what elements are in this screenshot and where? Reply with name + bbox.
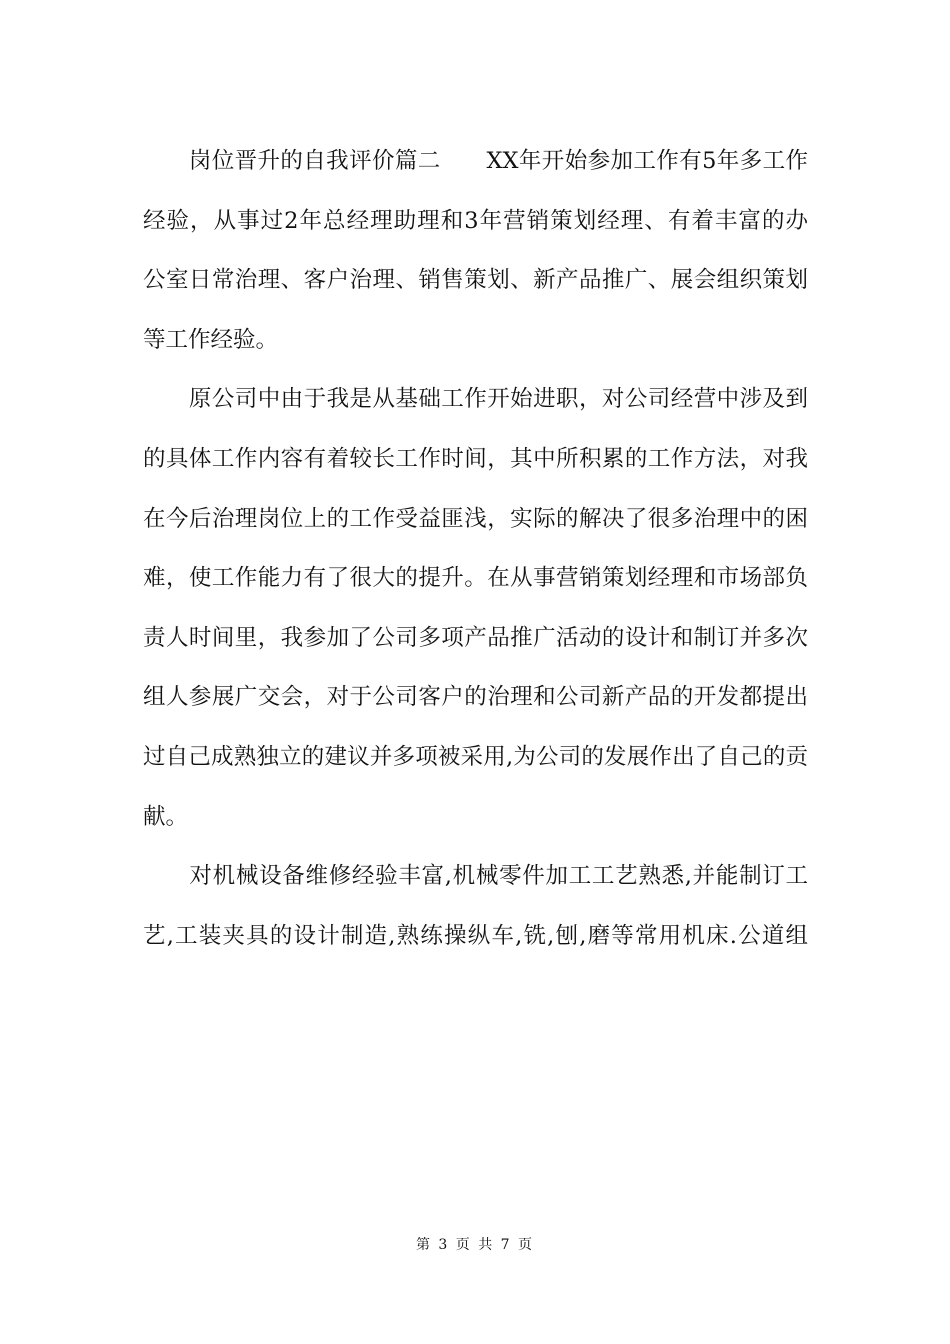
text-line: 艺,工装夹具的设计制造,熟练操纵车,铣,刨,磨等常用机床.公道组: [143, 922, 808, 949]
text-line: 的具体工作内容有着较长工作时间，其中所积累的工作方法，对我: [143, 445, 808, 472]
text-line: 公室日常治理、客户治理、销售策划、新产品推广、展会组织策划: [143, 267, 808, 294]
text-line: 经验，从事过2年总经理助理和3年营销策划经理、有着丰富的办: [143, 207, 808, 234]
text-line: 原公司中由于我是从基础工作开始进职，对公司经营中涉及到: [143, 386, 808, 413]
page-footer: 第 3 页 共 7 页: [415, 1237, 535, 1253]
text-line: 难，使工作能力有了很大的提升。在从事营销策划经理和市场部负: [143, 565, 808, 592]
text-line: 岗位晋升的自我评价篇二 XX年开始参加工作有5年多工作: [143, 148, 808, 174]
text-line: 在今后治理岗位上的工作受益匪浅，实际的解决了很多治理中的困: [143, 505, 808, 532]
text-line: 过自己成熟独立的建议并多项被采用,为公司的发展作出了自己的贡: [143, 743, 808, 770]
text-line: 对机械设备维修经验丰富,机械零件加工工艺熟悉,并能制订工: [143, 863, 808, 890]
text-line: 献。: [143, 803, 189, 830]
text-line: 组人参展广交会，对于公司客户的治理和公司新产品的开发都提出: [143, 684, 808, 711]
text-line: 责人时间里，我参加了公司多项产品推广活动的设计和制订并多次: [143, 624, 808, 651]
document-body: [143, 132, 808, 966]
text-line: 等工作经验。: [143, 326, 279, 353]
